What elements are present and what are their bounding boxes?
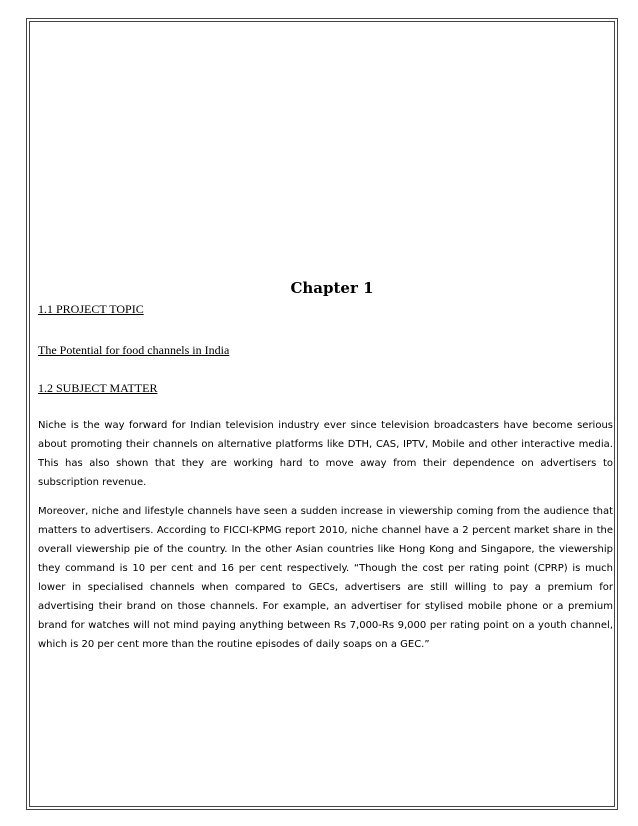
subject-matter-heading: 1.2 SUBJECT MATTER — [38, 381, 158, 395]
project-topic-heading: 1.1 PROJECT TOPIC — [38, 302, 144, 316]
body-paragraph-1: Niche is the way forward for Indian television industry ever since television broadcasters have become serious about promoting their channels on alternative platforms like DTH, CAS, IPTV, Mobile and other interactive media. This has also shown that they are working hard to move away from their dependence on advertisers to subscription revenue. — [38, 420, 613, 488]
page-border-inner — [29, 21, 615, 807]
body-paragraph-2: Moreover, niche and lifestyle channels have seen a sudden increase in viewership coming from the audience that matters to advertisers. According to FICCI-KPMG report 2010, niche channel have a 2 percent market share in the overall viewership pie of the country. In the other Asian countries like Hong Kong and Singapore, the viewership they command is 10 per cent and 16 per cent respectively. “Though the cost per rating point (CPRP) is much lower in specialised channels when compared to GECs, advertisers are still willing to pay a premium for advertising their brand on those channels. For example, an advertiser for stylised mobile phone or a premium brand for watches will not mind paying anything between Rs 7,000-Rs 9,000 per rating point on a youth channel, which is 20 per cent more than the routine episodes of daily soaps on a GEC.” — [38, 506, 613, 650]
chapter-title: Chapter 1 — [290, 279, 374, 297]
project-topic-value: The Potential for food channels in India — [38, 343, 230, 357]
